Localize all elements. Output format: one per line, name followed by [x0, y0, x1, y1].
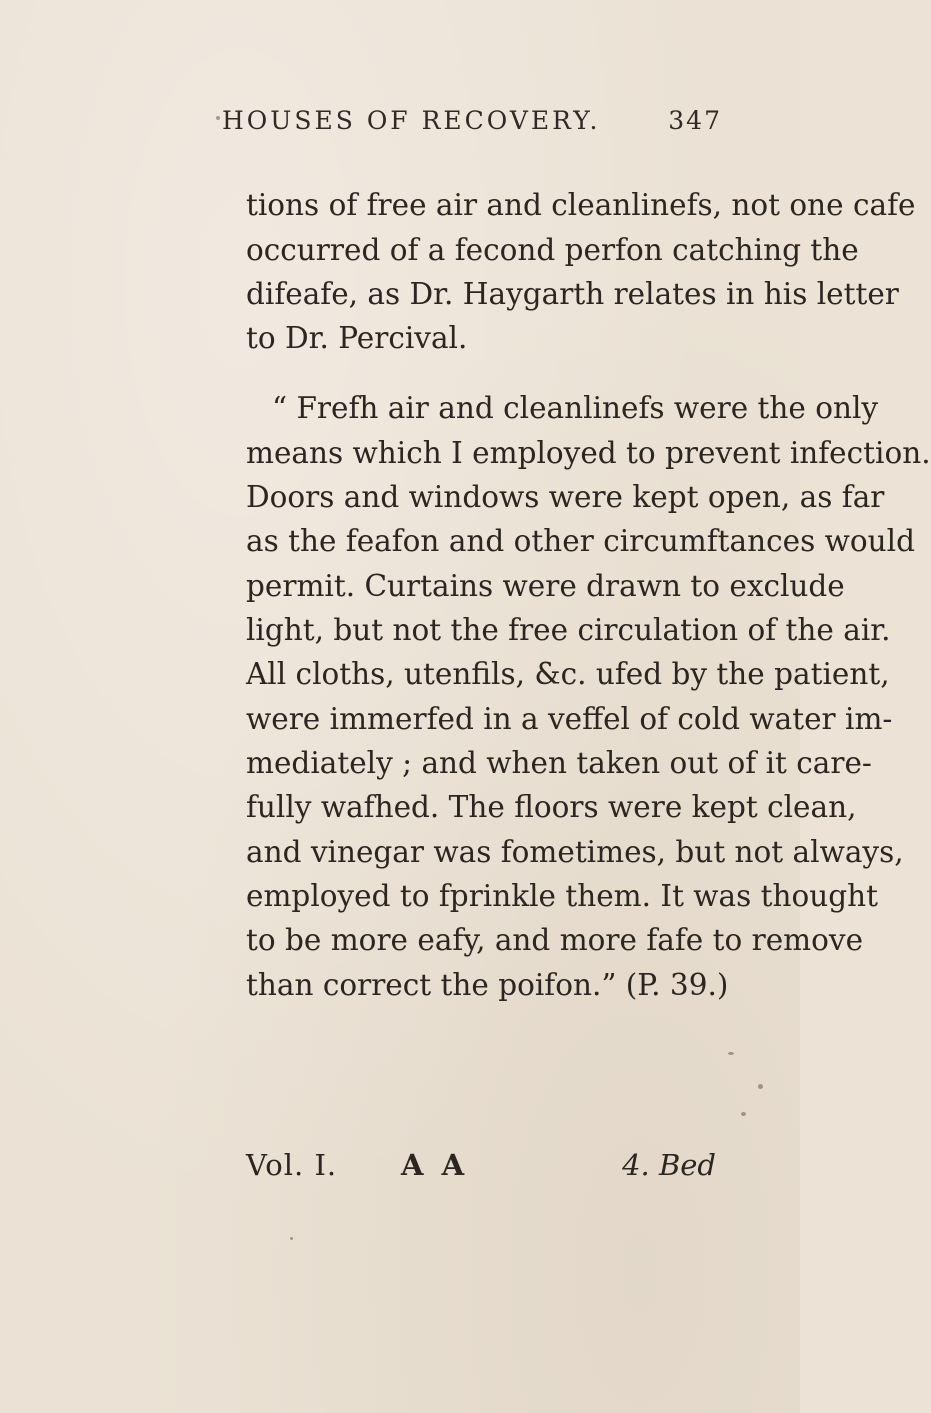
paper-speck	[216, 116, 220, 120]
volume-label: Vol. I.	[246, 1148, 338, 1182]
text-line: Doors and windows were kept open, as far	[246, 480, 885, 514]
page-footer	[246, 1148, 716, 1188]
paper-speck	[758, 1084, 763, 1089]
text-line: to Dr. Percival.	[246, 321, 468, 355]
paper-speck	[290, 1237, 293, 1240]
text-line: All cloths, utenfils, &c. ufed by the patient,	[246, 657, 890, 691]
text-line: and vinegar was fometimes, but not always,	[246, 835, 904, 869]
signature-mark: A A	[401, 1148, 469, 1182]
text-line: light, but not the free circulation of the air.	[246, 613, 891, 647]
running-head	[222, 106, 722, 142]
text-line: means which I employed to prevent infection.	[246, 436, 931, 470]
text-line: employed to fprinkle them. It was thought	[246, 879, 879, 913]
text-line: “ Frefh air and cleanlinefs were the only	[272, 391, 879, 425]
text-line: to be more eafy, and more fafe to remove	[246, 923, 864, 957]
paper-speck	[741, 1112, 746, 1116]
text-line: fully wafhed. The floors were kept clean,	[246, 790, 857, 824]
text-line: mediately ; and when taken out of it care-	[246, 746, 872, 780]
text-line: than correct the poifon.” (P. 39.)	[246, 968, 729, 1002]
running-title: HOUSES OF RECOVERY.	[222, 106, 601, 135]
page-number: 347	[668, 106, 722, 135]
catchword: 4. Bed	[622, 1148, 716, 1182]
paper-speck	[728, 1052, 734, 1055]
text-line: occurred of a fecond perfon catching the	[246, 233, 859, 267]
text-line: tions of free air and cleanlinefs, not one cafe	[246, 188, 916, 222]
text-line: permit. Curtains were drawn to exclude	[246, 569, 845, 603]
text-line: were immerfed in a veffel of cold water im-	[246, 702, 893, 736]
text-line: as the feafon and other circumftances would	[246, 524, 915, 558]
text-line: difeafe, as Dr. Haygarth relates in his letter	[246, 277, 899, 311]
